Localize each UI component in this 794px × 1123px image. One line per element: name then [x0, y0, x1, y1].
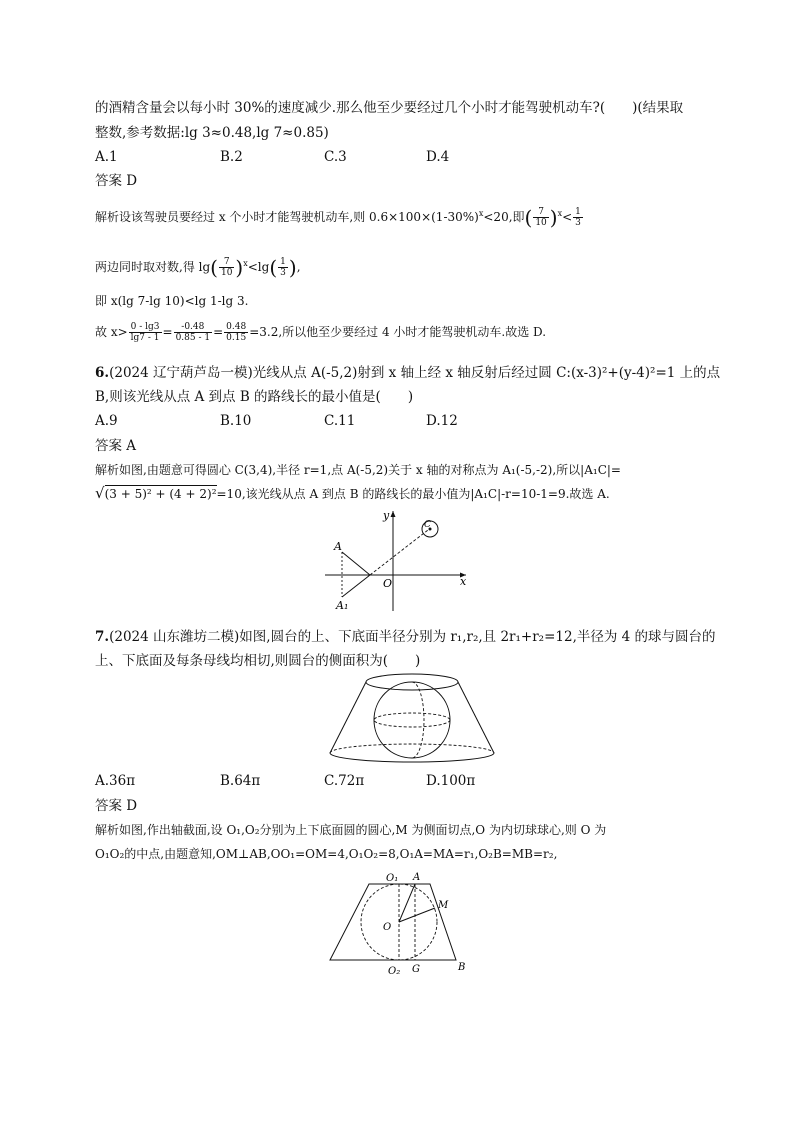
q6-figure-diagram: [320, 505, 480, 617]
q6-stem-text1: (2024 辽宁葫芦岛一模)光线从点 A(-5,2)射到 x 轴上经 x 轴反射后经过圆 C:(x-3)²+(y-4)²=1 上的点: [109, 365, 721, 381]
fraction-lg: $\frac{0 - \lg 3}{\lg 7 - 1}$: [130, 322, 160, 343]
q5-option-c: C.3: [324, 149, 347, 165]
less-than: <: [562, 210, 573, 224]
y-axis-arrow: [391, 511, 396, 517]
q6-solution-line2: [95, 484, 610, 503]
q5-sol-p1-exp2: x: [557, 209, 563, 218]
q6-stem-line1: [95, 364, 720, 382]
sphere: [374, 682, 450, 758]
q5-sol-p2-c: ,: [296, 260, 301, 274]
left-generatrix: [330, 682, 366, 753]
left-paren: (: [210, 255, 218, 280]
origin-label: O: [383, 577, 393, 590]
bottom-base-front: [330, 753, 494, 762]
sqrt-sign: √: [95, 484, 105, 502]
a-label: A: [334, 540, 342, 553]
c-label: C: [424, 520, 431, 530]
o1-label: O₁: [386, 873, 399, 884]
q5-option-b: B.2: [220, 149, 243, 165]
b-label: B: [458, 962, 466, 973]
q5-sol-p2-a: 两边同时取对数,得 lg: [95, 260, 211, 274]
q7-frustum-figure: [322, 668, 502, 768]
sphere-equator: [374, 713, 450, 727]
fraction-num: $\frac{-0.48}{0.85 - 1}$: [175, 322, 211, 343]
q6-answer: 答案 A: [95, 438, 137, 454]
fraction-7-10: $\frac{7}{10}$: [220, 257, 233, 278]
q5-solution-line3: 即 x(lg 7-lg 10)<lg 1-lg 3.: [95, 294, 249, 308]
q7-option-d: D.100π: [426, 773, 476, 789]
q5-solution-line2: [95, 255, 301, 278]
q5-sol-p1: 解析设该驾驶员要经过 x 个小时才能驾驶机动车,则 0.6×100×(1-30%): [95, 210, 479, 224]
q6-option-c: C.11: [324, 413, 356, 429]
fraction-1-3: $\frac{1}{3}$: [575, 207, 581, 228]
q7-option-a: A.36π: [95, 773, 136, 789]
q6-stem-line2: B,则该光线从点 A 到点 B 的路线长的最小值是( ): [95, 389, 414, 405]
q6-sol-rest: =10,该光线从点 A 到点 B 的路线长的最小值为|A₁C|-r=10-1=9.故选 A.: [216, 487, 610, 501]
ray-image: [342, 575, 370, 597]
q5-option-d: D.4: [426, 149, 450, 165]
q5-stem-line2: 整数,参考数据:lg 3≈0.48,lg 7≈0.85): [95, 125, 329, 141]
q6-solution-line1: 解析如图,由题意可得圆心 C(3,4),半径 r=1,点 A(-5,2)关于 x 轴的对称点为 A₁(-5,-2),所以|A₁C|=: [95, 463, 621, 477]
q5-solution-line4: [95, 322, 546, 343]
q5-sol-p2-exp: x: [243, 259, 248, 268]
q6-option-a: A.9: [95, 413, 118, 429]
left-paren: (: [524, 205, 533, 230]
sqrt-content: (3 + 5)² + (4 + 2)²: [104, 487, 217, 501]
q7-option-c: C.72π: [324, 773, 365, 789]
right-paren: ): [235, 255, 244, 280]
q5-sol-p2-b: <lg: [247, 260, 270, 274]
equals: =: [213, 325, 224, 339]
bottom-base-back: [330, 744, 494, 753]
q5-sol-p1-exp: x: [478, 209, 484, 218]
a-label: A: [413, 872, 421, 883]
q5-sol-p1-b: <20,即: [483, 210, 525, 224]
q6-option-d: D.12: [426, 413, 458, 429]
o-label: O: [383, 922, 392, 933]
q7-cross-section-figure: [326, 864, 476, 976]
o2-label: O₂: [388, 966, 401, 976]
ray-incident: [342, 552, 370, 575]
g-label: G: [412, 964, 420, 975]
m-label: M: [438, 900, 449, 911]
q5-solution-line1: [95, 205, 584, 228]
sphere-meridian: [412, 682, 424, 758]
a1-label: A₁: [336, 599, 349, 612]
q7-answer: 答案 D: [95, 798, 138, 814]
fraction-7-10: $\frac{7}{10}$: [535, 207, 547, 228]
right-paren: ): [288, 255, 297, 280]
q7-stem-text1: (2024 山东潍坊二模)如图,圆台的上、下底面半径分别为 r₁,r₂,且 2r₁+r₂=12,半径为 4 的球与圆台的: [109, 629, 716, 645]
q7-solution-line2: O₁O₂的中点,由题意知,OM⊥AB,OO₁=OM=4,O₁O₂=8,O₁A=MA=r₁,O₂B=MB=r₂,: [95, 847, 558, 861]
q5-sol-p4-b: =3.2,所以他至少要经过 4 小时才能驾驶机动车.故选 D.: [249, 325, 547, 339]
ray-reflected: [370, 530, 428, 575]
q5-option-a: A.1: [95, 149, 118, 165]
x-label: x: [460, 575, 467, 588]
q7-stem-line2: 上、下底面及每条母线均相切,则圆台的侧面积为( ): [95, 653, 421, 669]
q6-option-b: B.10: [220, 413, 252, 429]
q7-stem-line1: [95, 628, 716, 646]
q5-stem-line1: 的酒精含量会以每小时 30%的速度减少.那么他至少要经过几个小时才能驾驶机动车?( )(结果取: [95, 100, 684, 116]
q7-solution-line1: 解析如图,作出轴截面,设 O₁,O₂分别为上下底面圆的圆心,M 为侧面切点,O 为内切球球心,则 O 为: [95, 823, 607, 837]
q6-number: 6.: [95, 365, 110, 381]
fraction-1-3: $\frac{1}{3}$: [280, 257, 286, 278]
q5-sol-p4-a: 故 x>: [95, 325, 128, 339]
equals: =: [162, 325, 173, 339]
y-label: y: [383, 509, 390, 522]
right-paren: ): [549, 205, 558, 230]
left-paren: (: [269, 255, 278, 280]
right-generatrix: [458, 682, 494, 753]
q5-answer: 答案 D: [95, 173, 138, 189]
q7-option-b: B.64π: [220, 773, 261, 789]
fraction-dec: $\frac{0.48}{0.15}$: [226, 322, 247, 343]
q7-number: 7.: [95, 629, 110, 645]
